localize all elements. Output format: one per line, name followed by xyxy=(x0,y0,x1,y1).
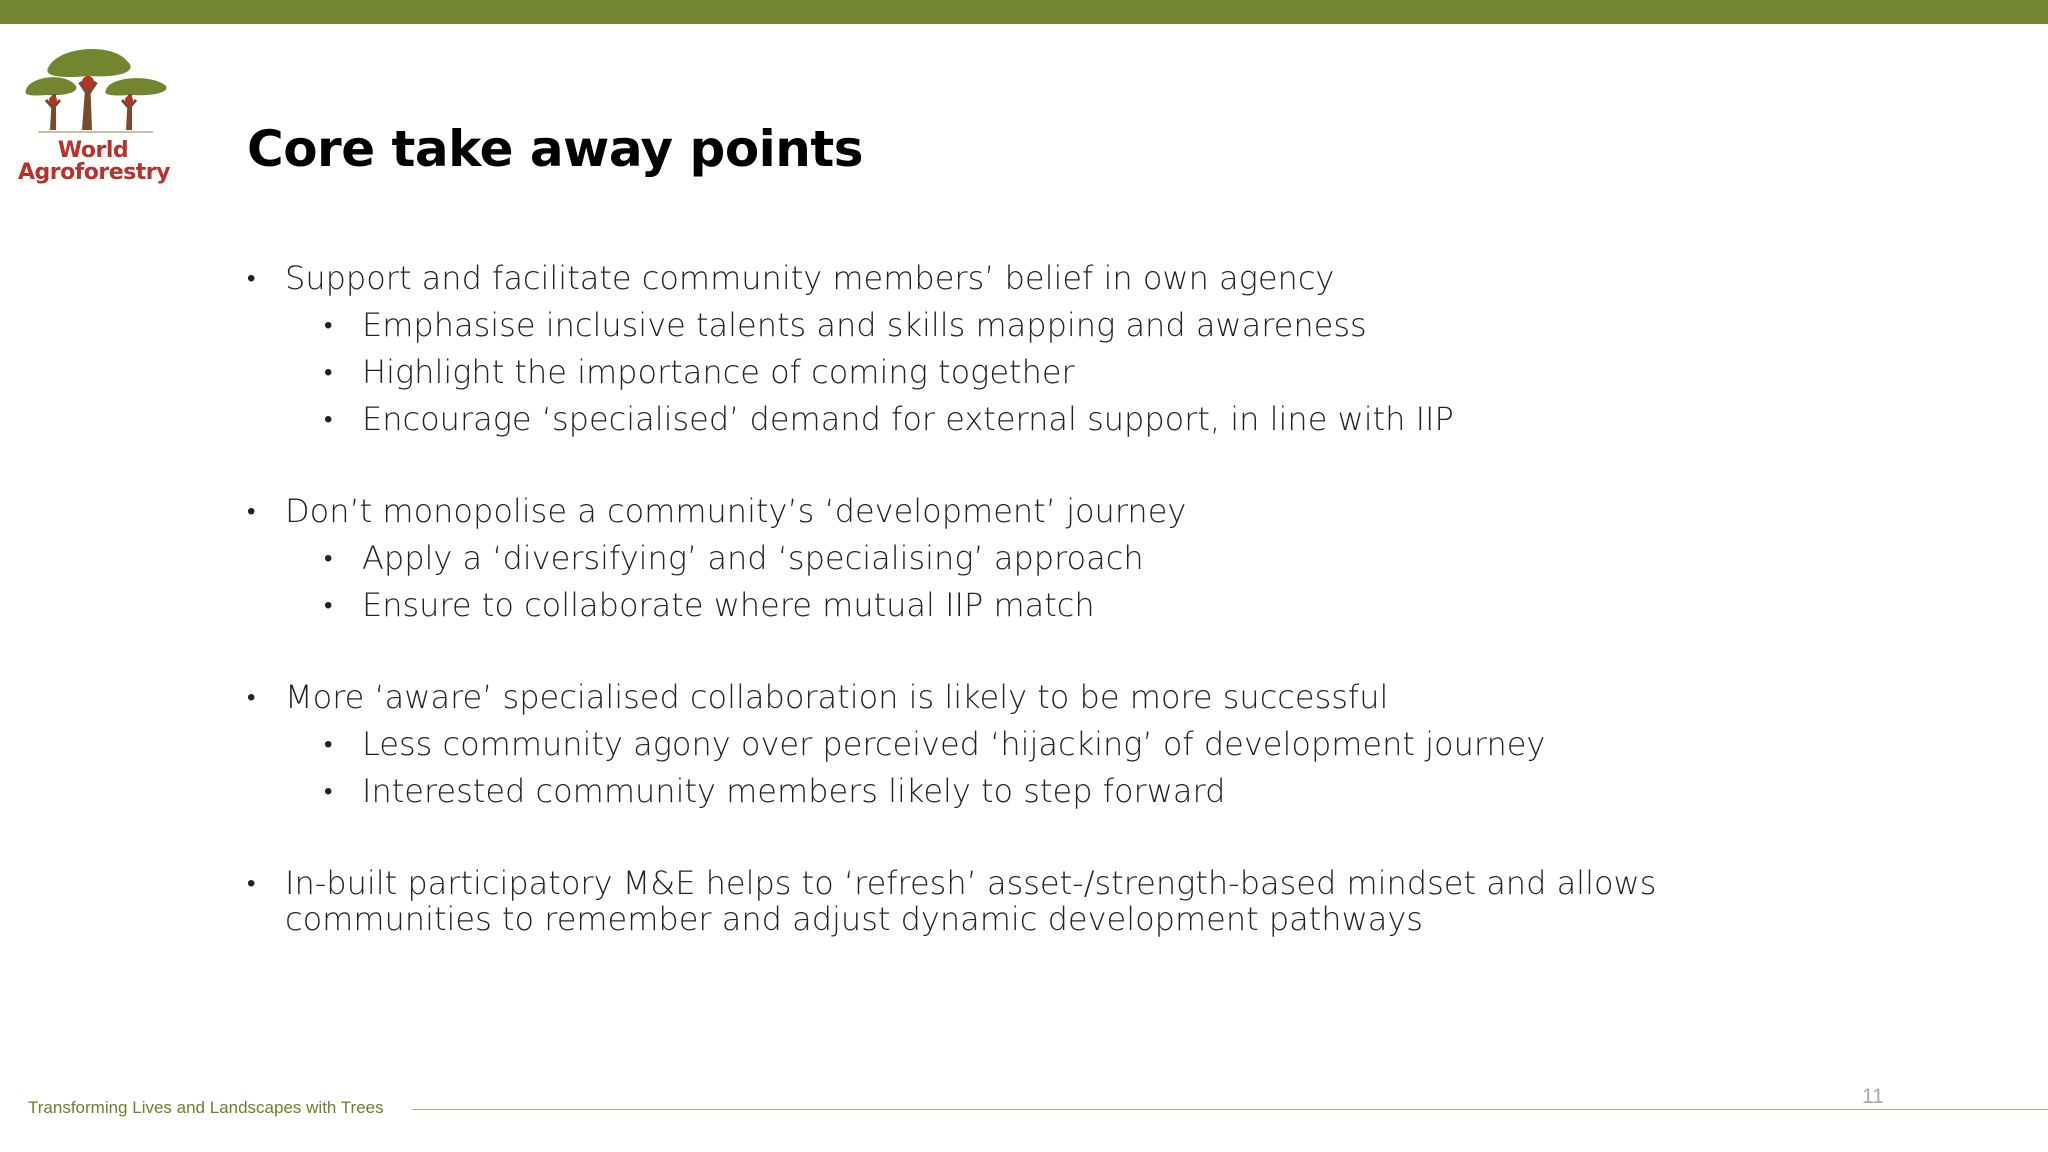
bullet-dot-icon: • xyxy=(247,869,256,897)
tree-logo-icon xyxy=(18,38,168,138)
bullet-dot-icon: • xyxy=(324,777,333,805)
sub-bullet-text: Emphasise inclusive talents and skills mapping and awareness xyxy=(362,306,1367,344)
sub-bullet-item xyxy=(322,401,1845,437)
bullet-dot-icon: • xyxy=(324,311,333,339)
bullet-text: More ‘aware’ specialised collaboration is likely to be more successful xyxy=(285,678,1389,716)
page-number: 11 xyxy=(1862,1085,1884,1108)
bullet-text: Don’t monopolise a community’s ‘development’ journey xyxy=(285,492,1187,530)
sub-bullet-text: Interested community members likely to step forward xyxy=(362,772,1226,810)
bullet-item xyxy=(245,260,1845,296)
bullet-text: In-built participatory M&E helps to ‘refresh’ asset-/strength-based mindset and allows communities to remember and adjust dynamic development pathways xyxy=(285,864,1657,938)
bullet-item xyxy=(245,865,1745,937)
sub-bullet-item xyxy=(322,773,1845,809)
bullet-content xyxy=(245,260,1845,948)
footer-divider xyxy=(412,1109,2048,1110)
sub-bullet-item xyxy=(322,587,1845,623)
bullet-dot-icon: • xyxy=(324,591,333,619)
sub-bullet-item xyxy=(322,307,1845,343)
bullet-group xyxy=(245,679,1845,809)
bullet-dot-icon: • xyxy=(324,730,333,758)
logo-word-world: World xyxy=(57,138,129,163)
bullet-item xyxy=(245,679,1845,715)
sub-bullet-text: Encourage ‘specialised’ demand for external support, in line with IIP xyxy=(362,400,1454,438)
top-accent-bar xyxy=(0,0,2048,24)
bullet-dot-icon: • xyxy=(247,683,256,711)
bullet-text: Support and facilitate community members’ belief in own agency xyxy=(285,259,1335,297)
sub-bullet-text: Apply a ‘diversifying’ and ‘specialising’ approach xyxy=(362,539,1144,577)
world-agroforestry-logo xyxy=(18,38,168,188)
sub-bullet-text: Ensure to collaborate where mutual IIP match xyxy=(362,586,1095,624)
bullet-dot-icon: • xyxy=(324,544,333,572)
sub-bullet-text: Highlight the importance of coming together xyxy=(362,353,1075,391)
bullet-dot-icon: • xyxy=(324,405,333,433)
slide-title: Core take away points xyxy=(247,120,864,178)
bullet-group xyxy=(245,260,1845,437)
bullet-item xyxy=(245,493,1845,529)
bullet-dot-icon: • xyxy=(247,497,256,525)
sub-bullet-item xyxy=(322,540,1845,576)
bullet-group xyxy=(245,493,1845,623)
sub-bullet-text: Less community agony over perceived ‘hijacking’ of development journey xyxy=(362,725,1546,763)
logo-word-agroforestry: Agroforestry xyxy=(18,160,170,185)
sub-bullet-item xyxy=(322,354,1845,390)
sub-bullet-item xyxy=(322,726,1845,762)
bullet-group xyxy=(245,865,1845,937)
bullet-dot-icon: • xyxy=(247,264,256,292)
footer-tagline: Transforming Lives and Landscapes with Trees xyxy=(28,1098,384,1117)
bullet-dot-icon: • xyxy=(324,358,333,386)
